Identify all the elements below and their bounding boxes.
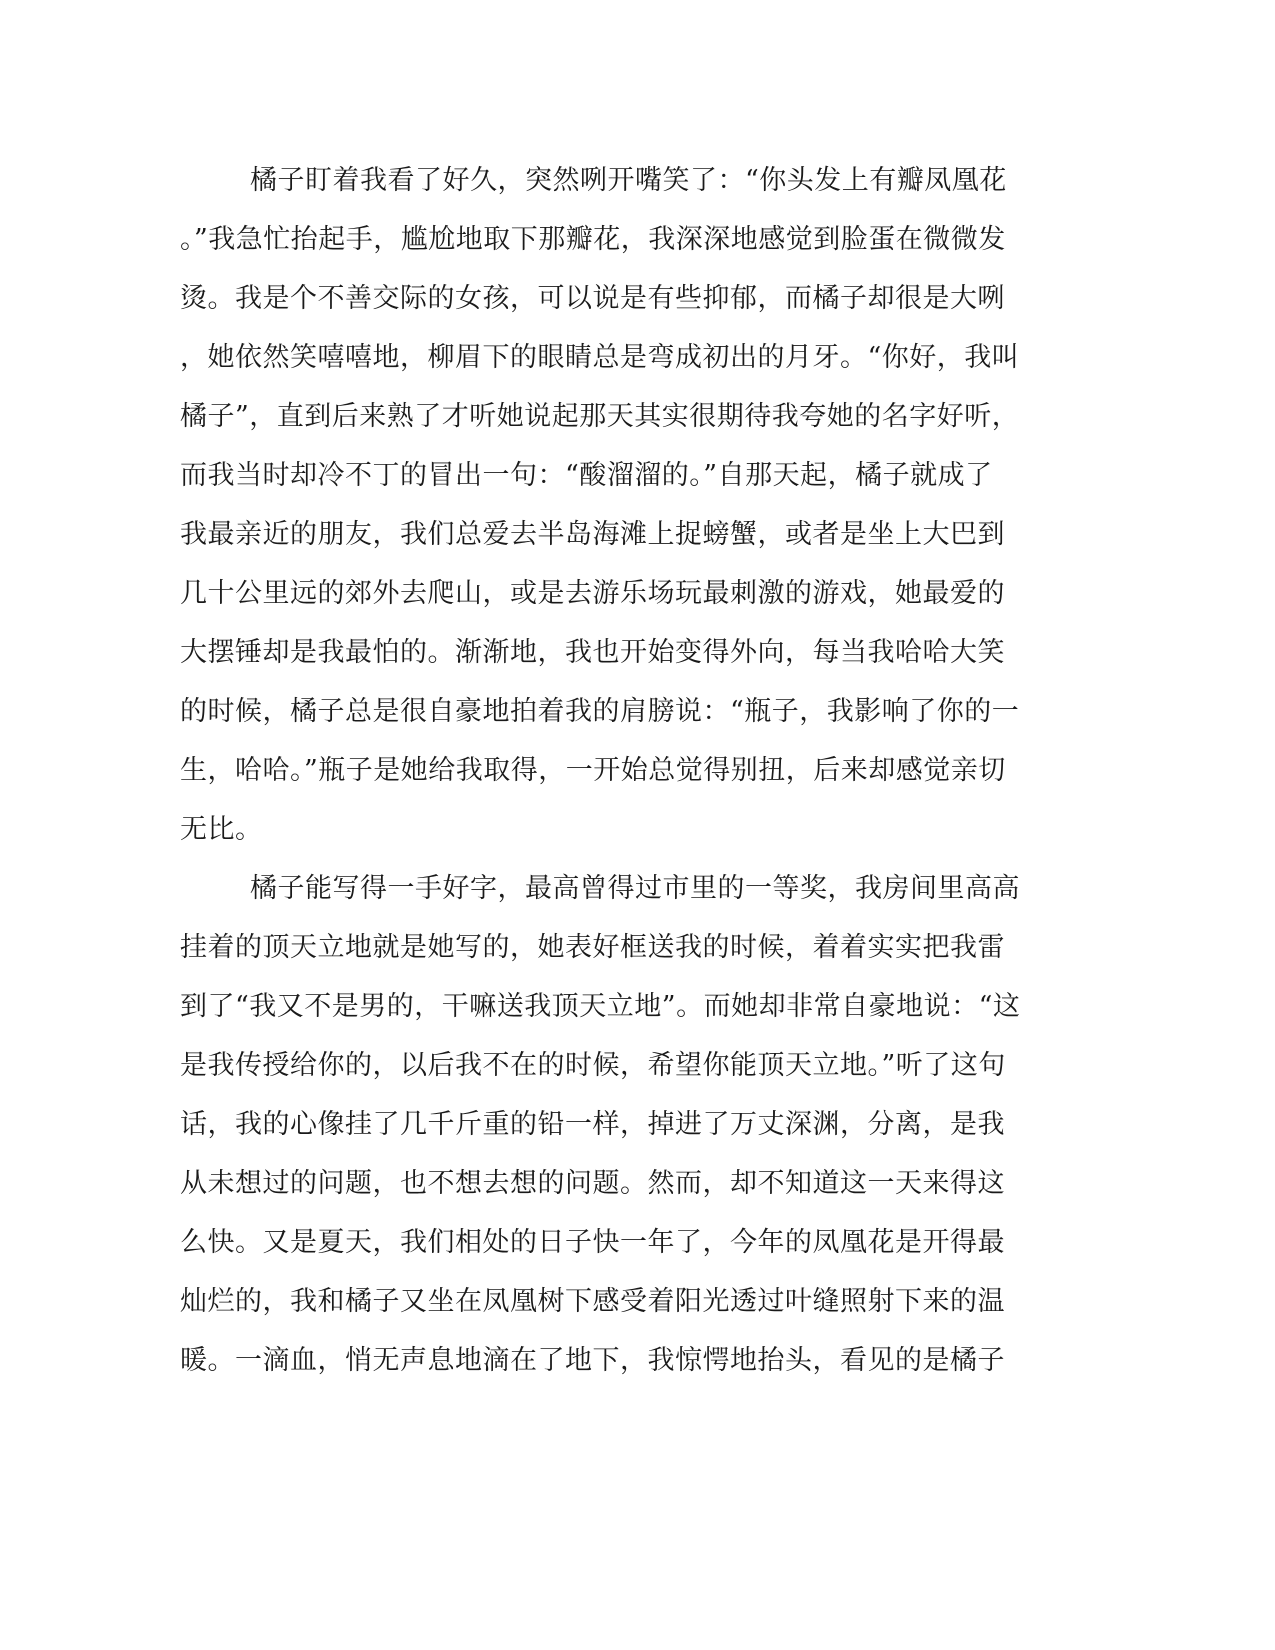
text-line: 是我传授给你的，以后我不在的时候，希望你能顶天立地。”听了这句 <box>180 1050 1006 1081</box>
text-line: 我最亲近的朋友，我们总爱去半岛海滩上捉螃蟹，或者是坐上大巴到 <box>180 519 1005 550</box>
text-line: 从未想过的问题，也不想去想的问题。然而，却不知道这一天来得这 <box>180 1168 1005 1199</box>
text-line: 烫。我是个不善交际的女孩，可以说是有些抑郁，而橘子却很是大咧 <box>180 283 1005 314</box>
text-line: 生，哈哈。”瓶子是她给我取得，一开始总觉得别扭，后来却感觉亲切 <box>180 755 1006 786</box>
text-line: 橘子”，直到后来熟了才听她说起那天其实很期待我夸她的名字好听， <box>180 401 1020 432</box>
text-line: 橘子盯着我看了好久，突然咧开嘴笑了：“你头发上有瓣凤凰花 <box>250 165 1007 196</box>
text-line: 的时候，橘子总是很自豪地拍着我的肩膀说：“瓶子，我影响了你的一 <box>180 696 1020 727</box>
text-line: 么快。又是夏天，我们相处的日子快一年了，今年的凤凰花是开得最 <box>180 1227 1005 1258</box>
text-line: 暖。一滴血，悄无声息地滴在了地下，我惊愕地抬头，看见的是橘子 <box>180 1345 1005 1376</box>
text-line: 灿烂的，我和橘子又坐在凤凰树下感受着阳光透过叶缝照射下来的温 <box>180 1286 1005 1317</box>
text-line: 几十公里远的郊外去爬山，或是去游乐场玩最刺激的游戏，她最爱的 <box>180 578 1005 609</box>
text-line: 而我当时却冷不丁的冒出一句：“酸溜溜的。”自那天起，橘子就成了 <box>180 460 993 491</box>
text-line: ，她依然笑嘻嘻地，柳眉下的眼睛总是弯成初出的月牙。“你好，我叫 <box>180 342 1020 373</box>
text-line: 橘子能写得一手好字，最高曾得过市里的一等奖，我房间里高高 <box>250 873 1020 904</box>
text-line: 到了“我又不是男的，干嘛送我顶天立地”。而她却非常自豪地说：“这 <box>180 991 1021 1022</box>
text-line: 。”我急忙抬起手，尴尬地取下那瓣花，我深深地感觉到脸蛋在微微发 <box>180 224 1006 255</box>
text-line: 挂着的顶天立地就是她写的，她表好框送我的时候，着着实实把我雷 <box>180 932 1005 963</box>
text-line: 无比。 <box>180 814 263 845</box>
text-line: 大摆锤却是我最怕的。渐渐地，我也开始变得外向，每当我哈哈大笑 <box>180 637 1005 668</box>
text-line: 话，我的心像挂了几千斤重的铅一样，掉进了万丈深渊，分离，是我 <box>180 1109 1005 1140</box>
